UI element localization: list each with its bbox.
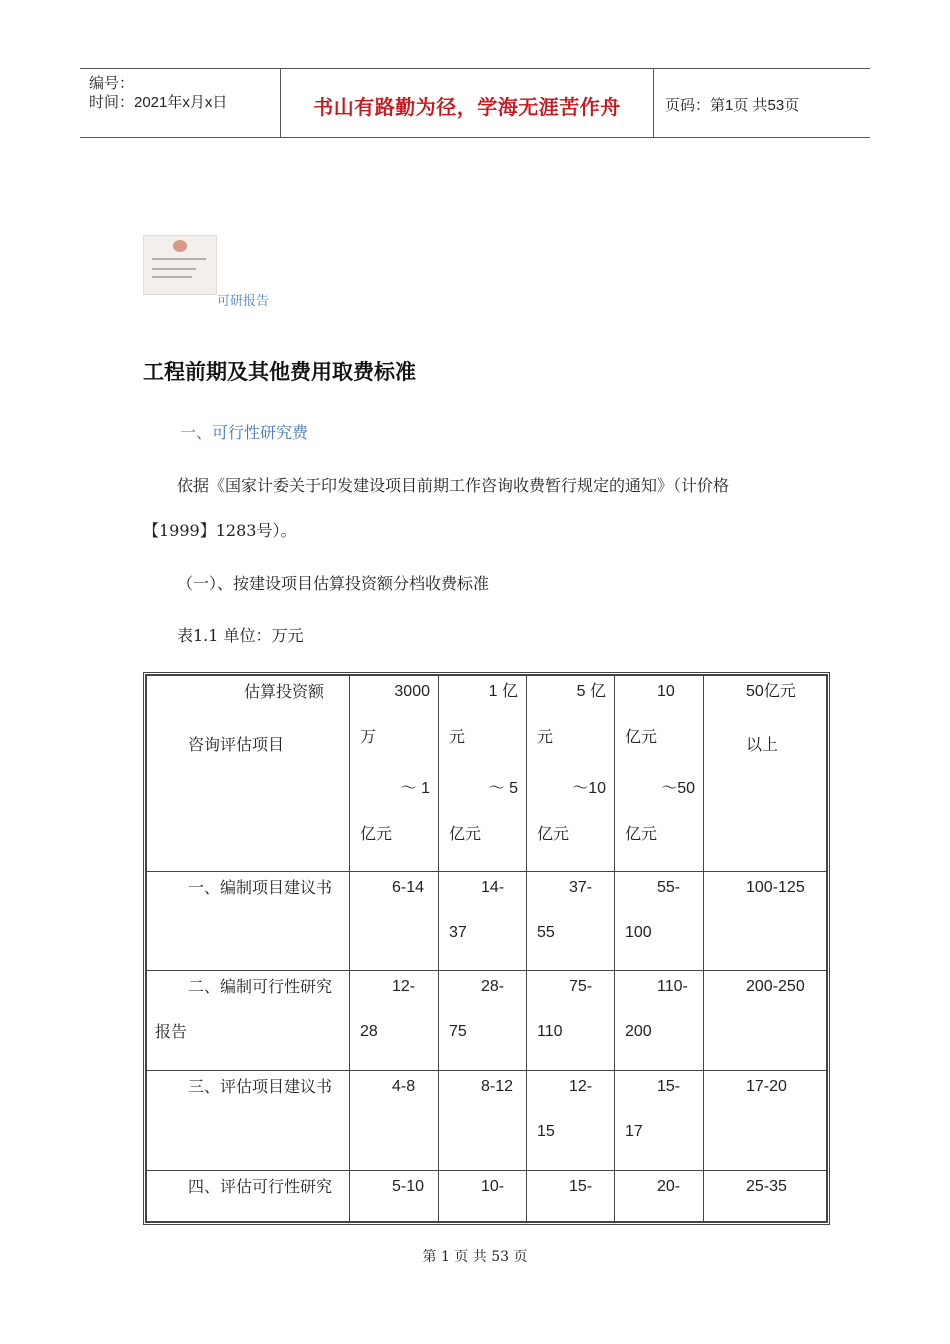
header-meta-cell <box>80 69 281 137</box>
column-header: 1 亿 元 ～ 5 亿元 <box>439 676 527 872</box>
certificate-link[interactable]: 可研报告 <box>217 294 270 309</box>
section-heading-1: 一、可行性研究费 <box>180 423 309 442</box>
page-footer: 第 1 页 共 53 页 <box>422 1249 528 1265</box>
column-header: 5 亿 元 ～10 亿元 <box>527 676 615 872</box>
table-cell: 28- 75 <box>439 971 527 1071</box>
basis-paragraph-line-1: 依据《国家计委关于印发建设项目前期工作咨询收费暂行规定的通知》（计价格 <box>177 476 730 495</box>
table-cell: 12- 28 <box>350 971 439 1071</box>
corner-top-label: 估算投资额 <box>244 682 325 701</box>
table-cell: 14- 37 <box>439 872 527 971</box>
table-cell: 10- <box>439 1171 527 1222</box>
fee-table <box>143 672 830 1225</box>
basis-paragraph-line-2: 【1999】1283号）。 <box>143 521 297 540</box>
table-row <box>147 971 827 1071</box>
row-label: 一、编制项目建议书 <box>147 872 350 971</box>
table-cell: 20- <box>615 1171 704 1222</box>
header-page-cell <box>654 69 870 137</box>
table-corner-cell <box>147 676 350 872</box>
row-label: 三、评估项目建议书 <box>147 1071 350 1171</box>
time-label: 时间：2021年x月x日 <box>89 94 228 111</box>
table-row <box>147 1171 827 1222</box>
table-cell: 4-8 <box>350 1071 439 1171</box>
header-motto-cell <box>281 69 654 137</box>
row-label: 二、编制可行性研究 报告 <box>147 971 350 1071</box>
table-caption: 表1.1 单位：万元 <box>177 626 304 645</box>
motto-text: 书山有路勤为径，学海无涯苦作舟 <box>313 95 621 119</box>
table-cell: 100-125 <box>704 872 827 971</box>
document-title: 工程前期及其他费用取费标准 <box>143 359 416 384</box>
serial-label: 编号： <box>89 75 135 92</box>
table-cell: 75- 110 <box>527 971 615 1071</box>
table-row <box>147 872 827 971</box>
table-cell: 12- 15 <box>527 1071 615 1171</box>
certificate-thumbnail <box>143 235 217 295</box>
table-cell: 25-35 <box>704 1171 827 1222</box>
table-cell: 110- 200 <box>615 971 704 1071</box>
table-cell: 6-14 <box>350 872 439 971</box>
page-header <box>80 68 870 138</box>
seal-icon <box>173 240 187 252</box>
corner-bottom-label: 咨询评估项目 <box>188 735 285 754</box>
table-header-row <box>147 676 827 872</box>
header-page-info: 页码：第1页 共53页 <box>665 97 800 114</box>
table-cell: 15- 17 <box>615 1071 704 1171</box>
column-header: 50亿元 以上 <box>704 676 827 872</box>
table-cell: 55- 100 <box>615 872 704 971</box>
column-header: 10 亿元 ～50 亿元 <box>615 676 704 872</box>
row-label: 四、评估可行性研究 <box>147 1171 350 1222</box>
table-cell: 15- <box>527 1171 615 1222</box>
subsection-heading-1: （一）、按建设项目估算投资额分档收费标准 <box>177 574 490 593</box>
table-row <box>147 1071 827 1171</box>
table-cell: 5-10 <box>350 1171 439 1222</box>
table-cell: 200-250 <box>704 971 827 1071</box>
table-cell: 8-12 <box>439 1071 527 1171</box>
table-cell: 17-20 <box>704 1071 827 1171</box>
column-header: 3000 万 ～ 1 亿元 <box>350 676 439 872</box>
table-cell: 37- 55 <box>527 872 615 971</box>
